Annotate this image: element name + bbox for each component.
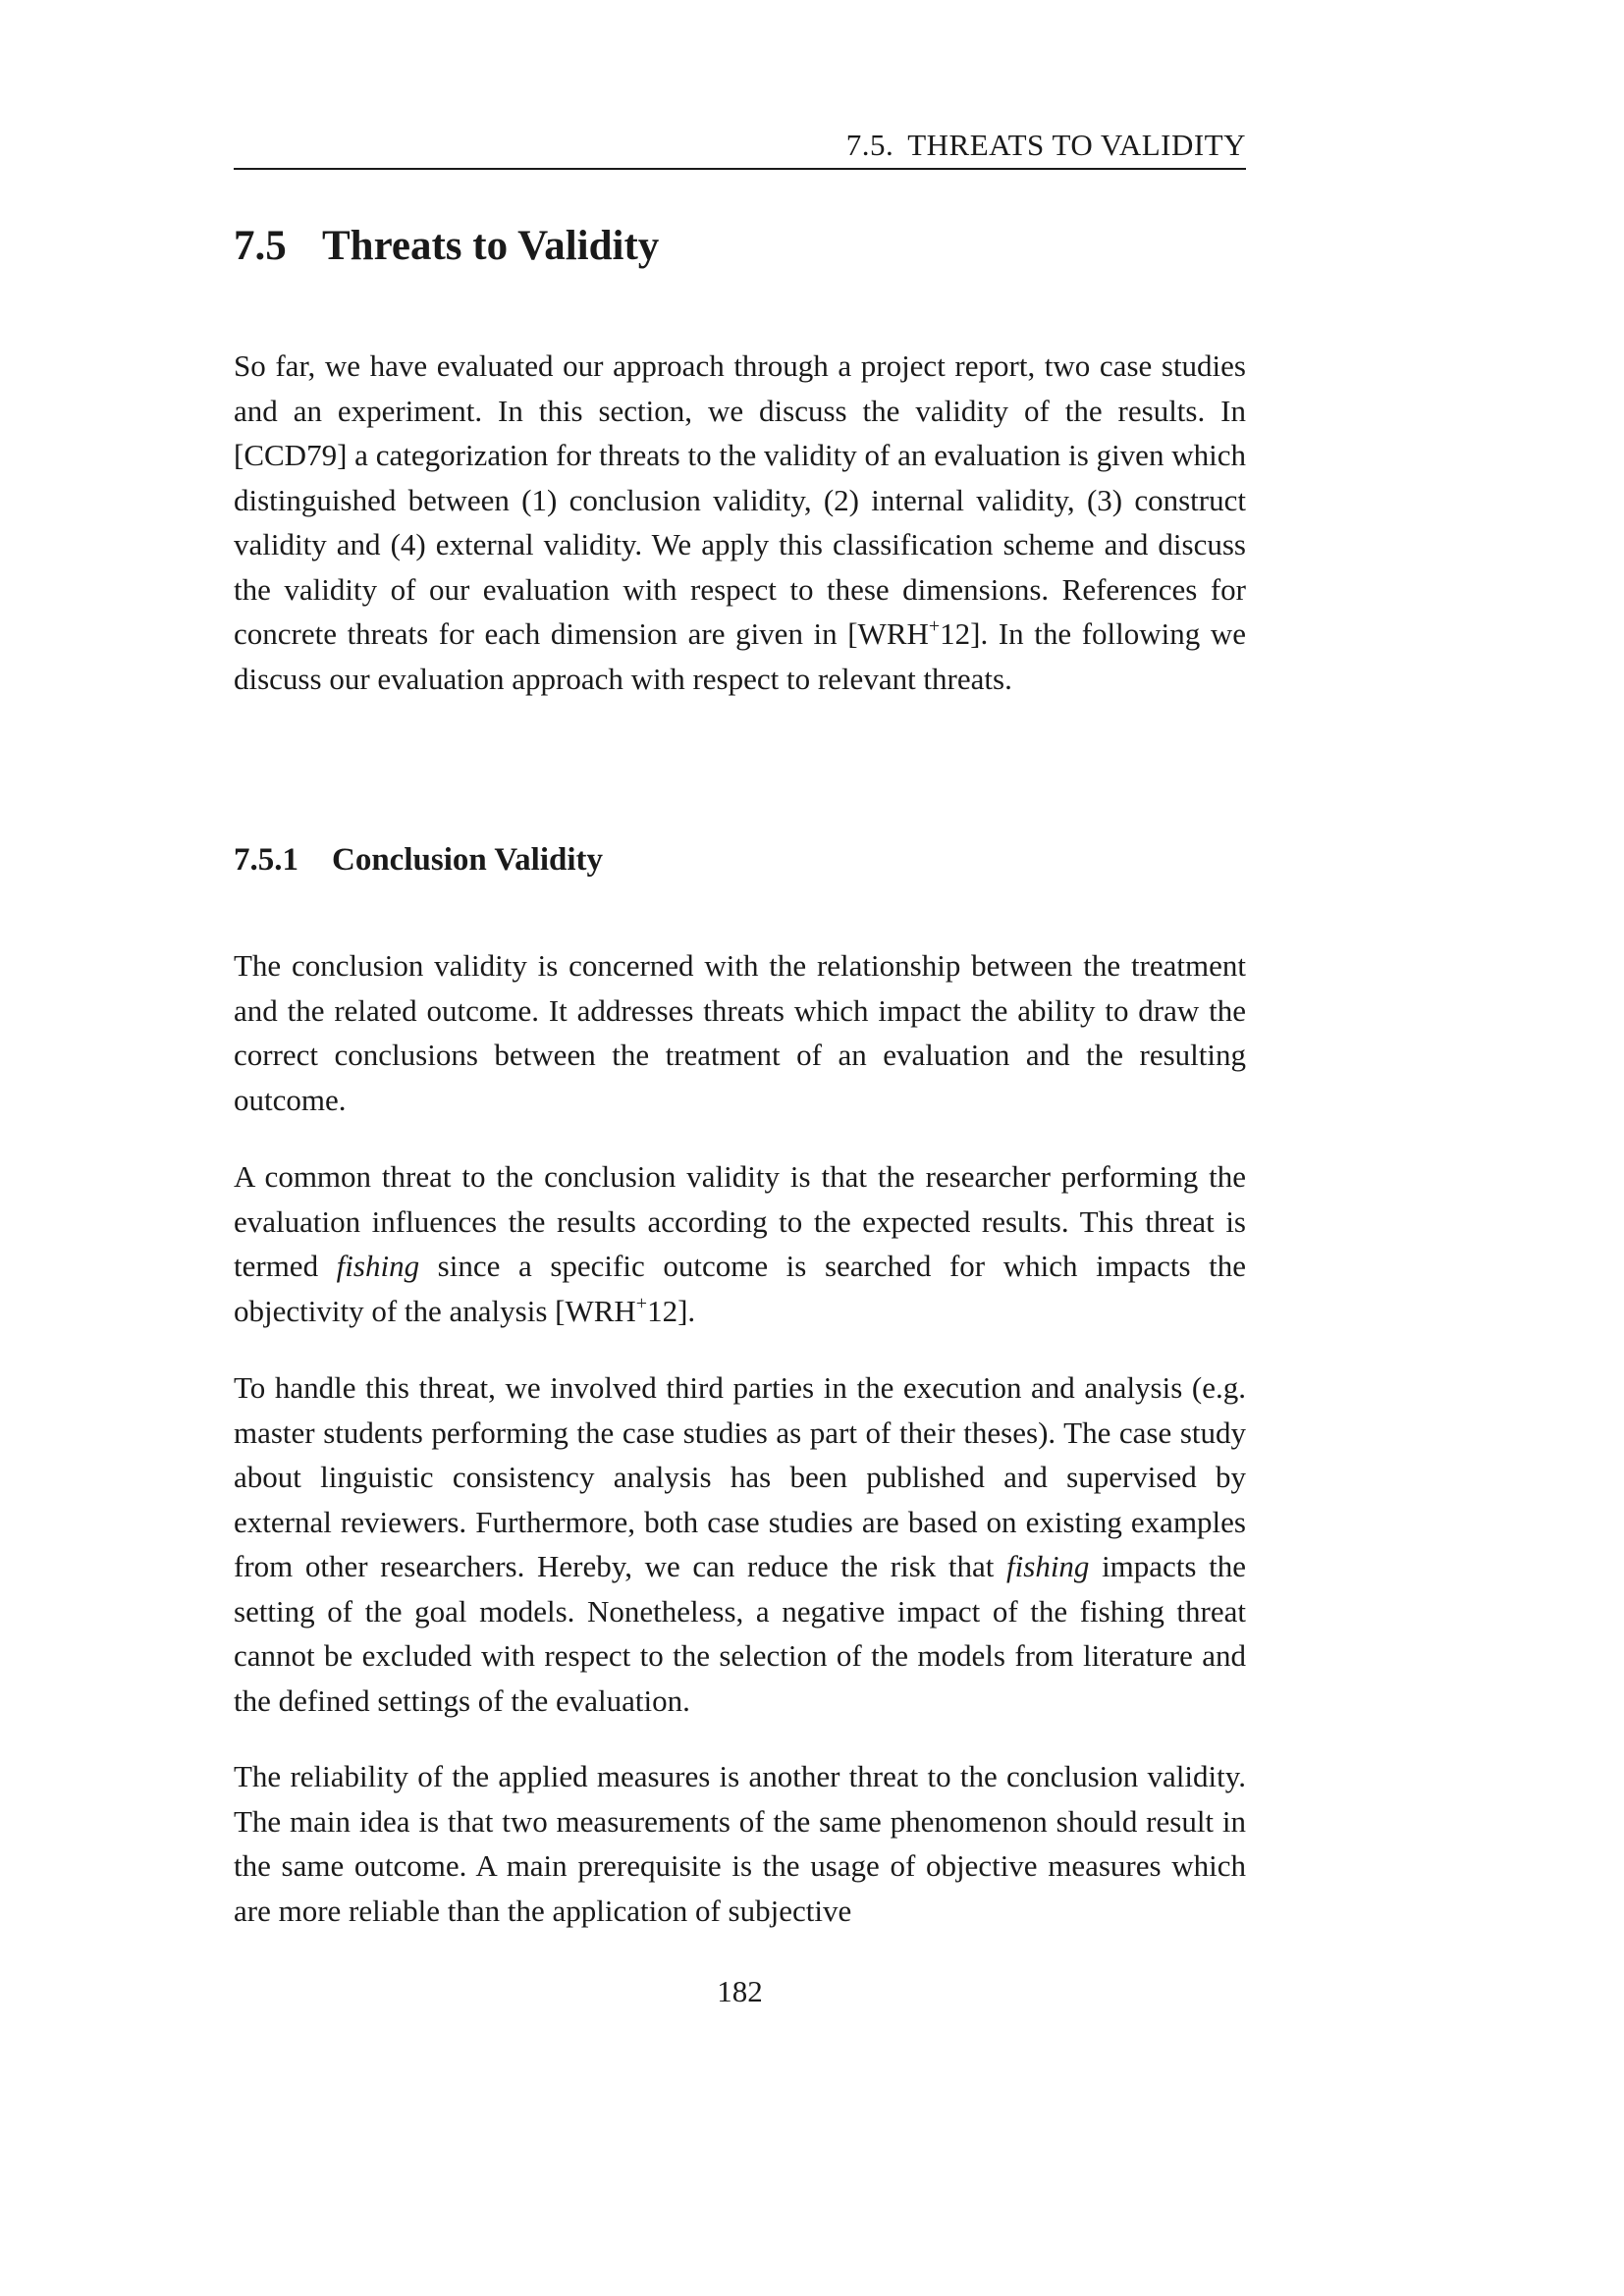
definition-paragraph: The conclusion validity is concerned with the relationship between the treatment and the related outcome. It addresses threats which impact the ability to draw the correct conclusions between the treatment of an evaluation and the resulting outcome. bbox=[234, 948, 1246, 1117]
intro-text-part-1: So far, we have evaluated our approach through a project report, two case studies and an experiment. In this section, we discuss the validity of the results. In [CCD79] a categorization for threats to the validity of an evaluation is given which distinguished between (1) conclusion validity, (2) internal validity, (3) construct validity and (4) external validity. We apply this classification scheme and discuss the validity of our evaluation with respect to these dimensions. References for concrete threats for each dimension are given in [WRH bbox=[234, 348, 1246, 651]
citation-superscript: + bbox=[635, 1292, 648, 1314]
intro-paragraph bbox=[234, 344, 1246, 701]
citation-superscript: + bbox=[928, 615, 941, 637]
section-number: 7.5 bbox=[234, 223, 287, 269]
fishing-text-part-2: since a specific outcome is searched for which impacts the objectivity of the analysis [WRH bbox=[234, 1249, 1246, 1328]
section-title: Threats to Validity bbox=[322, 223, 660, 269]
page-number: 182 bbox=[717, 1974, 763, 2008]
handling-text-part-2: impacts the setting of the goal models. Nonetheless, a negative impact of the fishing threat cannot be excluded with respect to the selection of the models from literature and the defined settings of the evaluation. bbox=[234, 1549, 1246, 1718]
fishing-term: fishing bbox=[1006, 1549, 1090, 1583]
fishing-text-part-3: 12]. bbox=[647, 1293, 696, 1328]
subsection-number: 7.5.1 bbox=[234, 842, 298, 878]
running-header bbox=[846, 128, 1246, 163]
section-heading bbox=[234, 222, 659, 270]
running-header-section-number: 7.5. bbox=[845, 128, 894, 162]
fishing-paragraph bbox=[234, 1154, 1246, 1333]
fishing-term: fishing bbox=[336, 1249, 420, 1283]
fishing-text-part-1: A common threat to the conclusion validity is that the researcher performing the evaluation influences the results according to the expected results. This threat is termed bbox=[234, 1159, 1246, 1283]
running-header-title: THREATS TO VALIDITY bbox=[907, 128, 1246, 162]
subsection-heading bbox=[234, 842, 603, 879]
subsection-title: Conclusion Validity bbox=[332, 842, 604, 878]
intro-text-part-2: 12]. In the following we discuss our evaluation approach with respect to relevant threats. bbox=[234, 616, 1246, 696]
reliability-paragraph: The reliability of the applied measures is another threat to the conclusion validity. The main idea is that two measurements of the same phenomenon should result in the same outcome. A main prerequisite is the usage of objective measures which are more reliable than the application of subjective bbox=[234, 1759, 1246, 1928]
handling-text-part-1: To handle this threat, we involved third parties in the execution and analysis (e.g. master students performing the case studies as part of their theses). The case study about linguistic consistency analysis has been published and supervised by external reviewers. Furthermore, both case studies are based on existing examples from other researchers. Hereby, we can reduce the risk that bbox=[234, 1370, 1246, 1583]
header-rule bbox=[234, 168, 1246, 170]
document-page bbox=[234, 0, 1246, 2296]
handling-paragraph bbox=[234, 1365, 1246, 1723]
